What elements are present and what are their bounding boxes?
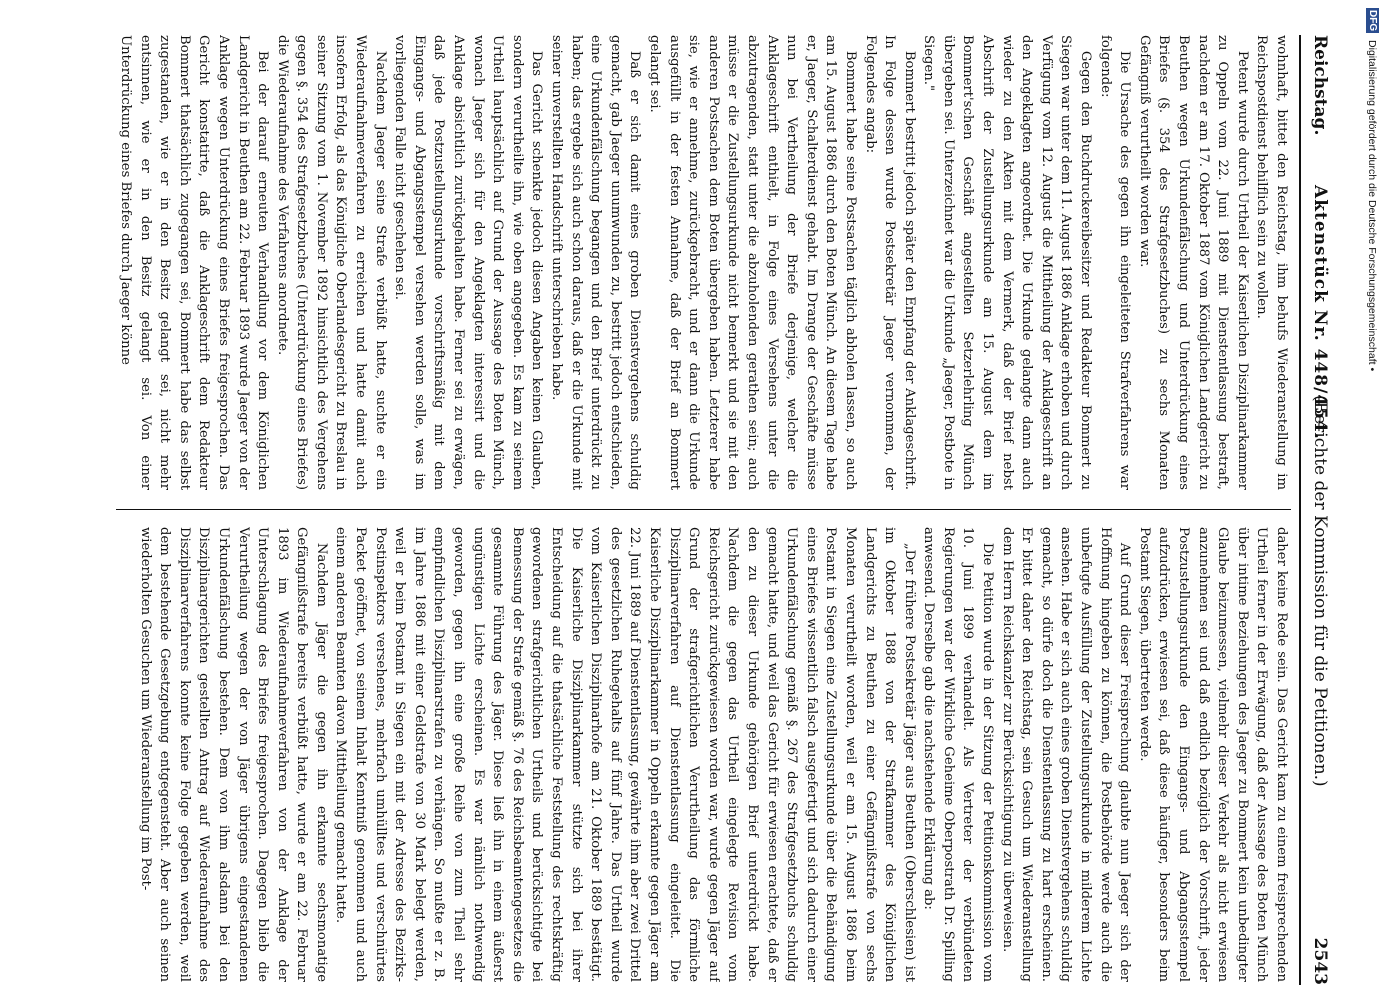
paragraph: Bommert bestritt jedoch später den Empfang der Anklageschrift. In Folge dessen wurde Postsekretär Jaeger vernommen, der Folgendes angab: [862,35,917,490]
paragraph: Die Ursache des gegen ihn eingeleiteten Strafverfahrens war folgende: [1097,35,1133,490]
paragraph: daher keine Rede sein. Das Gericht kam zu einem freisprechenden Urtheil ferner in der Erwägung, daß der Aussage des Boten Münch über intime Beziehungen des Jaeger zu Bommert kein unbedingter Glaube beizumessen, vielmehr dieser Verkehr als nicht erwiesen anzunehmen sei und daß endlich bezüglich der Vorschrift, jeder Postzustellungsurkunde den Eingangs- und Abgangsstempel aufzudrücken, erwiesen sei, daß diese häufiger, besonders beim Postamt Siegen, übertreten werde. [1136,527,1289,982]
header-rule [1299,35,1301,985]
paragraph: wohnhaft, bittet den Reichstag, ihm behufs Wiederanstellung im Reichspostdienst behilflich sein zu wollen. [1254,35,1289,490]
header-document-number: Aktenstück Nr. 448/454. [1310,185,1330,440]
paragraph: Daß er sich damit eines groben Dienstvergehens schuldig gemacht, gab Jaeger unumwunden zu, bestritt jedoch entschieden, eine Urkundenfälschung begangen und den Brief unterdrückt zu haben; das ergebe sich auch schon daraus, daß er die Urkunde mit seiner unverstellten Handschrift unterschrieben habe. [549,35,643,490]
paragraph: Nachdem Jäger die gegen ihn erkannte sechsmonatige Gefängnißstrafe bereits verbüßt hatte, wurde er am 22. Februar 1893 im Wiederaufnahmeverfahren von der Anklage der Unterschlagung des Briefes freigesprochen. Dagegen blieb die Verurtheilung wegen der von Jäger übrigens eingestandenen Urkundenfälschung bestehen. Dem von ihm alsdann bei den Disziplinargerichten gestellten Antrag auf Wiederaufnahme des Disziplinarverfahrens konnte keine Folge gegeben werden, weil dem bestehende Gesetzgebung entgegensteht. Aber auch seinen wiederholten Gesuchen um Wiederanstellung im Post- [137,527,329,982]
paragraph: Nachdem Jaeger seine Strafe verbüßt hatte, suchte er ein Wiederaufnahmeverfahren zu erreichen und hatte damit auch insofern Erfolg, als das Königliche Oberlandesgericht zu Breslau in seiner Sitzung vom 1. November 1892 hinsichtlich des Vergehens gegen §. 354 des Strafgesetzbuches (Unterdrückung eines Briefes) die Wiederaufnahme des Verfahrens anordnete. [274,35,388,490]
digitization-note: Digitalisierung gefördert durch die Deutsche Forschungsgemeinschaft • [1366,40,1378,372]
paragraph: Bommert habe seine Postsachen täglich abholen lassen, so auch am 15. August 1886 durch den Boten Münch. An diesem Tage habe er, Jaeger, Schalterdienst gehabt. Im Drange der Geschäfte müsse nun bei Vertheilung der Briefe derjenige, welcher die Anklageschrift enthielt, in Folge eines Versehens unter die abzutragenden, statt unter die abzuholenden gerathen sein; auch müsse er die Zustellungsurkunde nicht bemerkt und sie mit den anderen Postsachen dem Boten übergeben haben. Letzterer habe sie, wie er annehme, zurückgebracht, und er dann die Urkunde ausgefüllt in der festen Annahme, daß der Brief an Bommert gelangt sei. [647,35,858,490]
digitization-stamp [1366,8,1379,371]
page-number: 2543 [1310,937,1330,985]
paragraph: Die Petition wurde in der Sitzung der Petitionskommission vom 10. Juni 1899 verhandelt. Als Vertreter der verbündeten Regierungen war der Wirkliche Geheime Oberpostrath Dr. Spilling anwesend. Derselbe gab die nachstehende Erklärung ab: [921,527,996,982]
dfg-logo: DFG [1367,10,1378,32]
paragraph: Bei der darauf erneuten Verhandlung vor dem Königlichen Landgericht in Beuthen am 22. Februar 1893 wurde Jaeger von der Anklage wegen Unterdrückung eines Briefes freigesprochen. Das Gericht konstatirte, daß die Anklageschrift dem Redakteur Bommert thatsächlich zugegangen sei, Bommert habe das selbst zugestanden, wie er in den Besitz gelangt sei, nicht mehr entsinnen, wie er in den Besitz gelangt sei. Von einer Unterdrückung eines Briefes durch Jaeger könne [117,35,271,490]
paragraph: „Der frühere Postsekretär Jäger aus Beuthen (Oberschlesien) ist im Oktober 1888 von der Strafkammer des Königlichen Landgerichts zu Beuthen zu einer Gefängnißstrafe von sechs Monaten verurtheilt worden, weil er am 15. August 1886 beim Postamt in Siegen eine Zustellungsurkunde über die Behändigung eines Briefes wissentlich falsch ausgefertigt und sich dadurch einer Urkundenfälschung gemäß §. 267 des Strafgesetzbuchs schuldig gemacht hatte, und weil das Gericht für erwiesen erachtete, daß er den zu dieser Urkunde gehörigen Brief unterdrückt habe. Nachdem die gegen das Urtheil eingelegte Revision vom Reichsgericht zurückgewiesen worden war, wurde gegen Jäger auf Grund der strafgerichtlichen Verurtheilung das förmliche Disziplinarverfahren auf Dienstentlassung eingeleitet. Die Kaiserliche Disziplinarkammer in Oppeln erkannte gegen Jäger am 22. Juni 1889 auf Dienstentlassung, gewährte ihm aber zwei Drittel des gesetzlichen Ruhegehalts auf fünf Jahre. Das Urtheil wurde vom Kaiserlichen Disziplinarhofe am 21. Oktober 1889 bestätigt. Die Kaiserliche Disziplinarkammer stützte sich bei ihrer Entscheidung auf die thatsächliche Feststellung des rechtskräftig gewordenen strafgerichtlichen Urtheils und berücksichtigte bei Bemessung der Strafe gemäß §. 76 des Reichsbeamtengesetzes die gesammte Führung des Jäger. Diese ließ ihn in einem äußerst ungünstigen Lichte erscheinen. Es war nämlich nothwendig geworden, gegen ihn eine große Reihe von zum Theil sehr empfindlichen Disziplinarstrafen zu verhängen. So mußte er z. B. im Jahre 1886 mit einer Geldstrafe von 30 Mark belegt werden, weil er beim Postamt in Siegen ein mit der Adresse des Bezirks-Postinspektors versehenes, mehrfach umhülltes und verschnürtes Packet geöffnet, von seinem Inhalt Kenntniß genommen und auch einem anderen Beamten davon Mittheilung gemacht hatte. [333,527,917,982]
paragraph: Auf Grund dieser Freisprechung glaubte nun Jaeger sich der Hoffnung hingeben zu können, die Postbehörde werde auch die unbefugte Ausfüllung der Zustellungsurkunde in milderem Lichte ansehen. Habe er sich auch eines groben Dienstvergehens schuldig gemacht, so dürfe doch die Dienstentlassung zu hart erscheinen. Er bittet daher den Reichstag, sein Gesuch um Wiederanstellung dem Herrn Reichskanzler zur Berücksichtigung zu überweisen. [999,527,1133,982]
column-divider [116,509,1291,510]
header-reichstag: Reichstag. [1310,35,1330,136]
paragraph: Gegen den Buchdruckereibesitzer und Redakteur Bommert zu Siegen war unter dem 11. August 1886 Anklage erhoben und durch Verfügung vom 12. August die Mittheilung der Anklageschrift an den Angeklagten angeordnet. Die Urkunde gelangte dann auch wieder zu den Akten mit dem Vermerk, daß der Brief nebst Abschrift der Zustellungsurkunde am 15. August dem im Bommert'schen Geschäft angestellten Setzerlehrling Münch übergeben sei. Unterzeichnet war die Urkunde „Jaeger, Postbote in Siegen." [921,35,1094,490]
left-text-column [111,35,1291,490]
page-header [1303,35,1337,985]
paragraph: Petent wurde durch Urtheil der Kaiserlichen Disziplinarkammer zu Oppeln vom 22. Juni 1889 mit Dienstentlassung bestraft, nachdem er am 17. Oktober 1887 vom Königlichen Landgericht zu Beuthen wegen Urkundenfälschung und Unterdrückung eines Briefes (§. 354 des Strafgesetzbuches) zu sechs Monaten Gefängniß verurtheilt worden war. [1136,35,1250,490]
right-text-column [111,527,1291,982]
paragraph: Das Gericht schenkte jedoch diesen Angaben keinen Glauben, sondern verurtheilte ihn, wie oben angegeben. Es kam zu seinem Urtheil hauptsächlich auf Grund der Aussage des Boten Münch, wonach Jaeger sich für den Angeklagten interessirt und die Anklage absichtlich zurückgehalten habe. Ferner sei zu erwägen, daß jede Postzustellungsurkunde vorschriftsmäßig mit dem Eingangs- und Abgangsstempel versehen werden solle, was im vorliegenden Falle nicht geschehen sei. [392,35,545,490]
header-section-title: (Berichte der Kommission für die Petitionen.) [1310,395,1330,787]
rotated-page [107,35,1337,985]
